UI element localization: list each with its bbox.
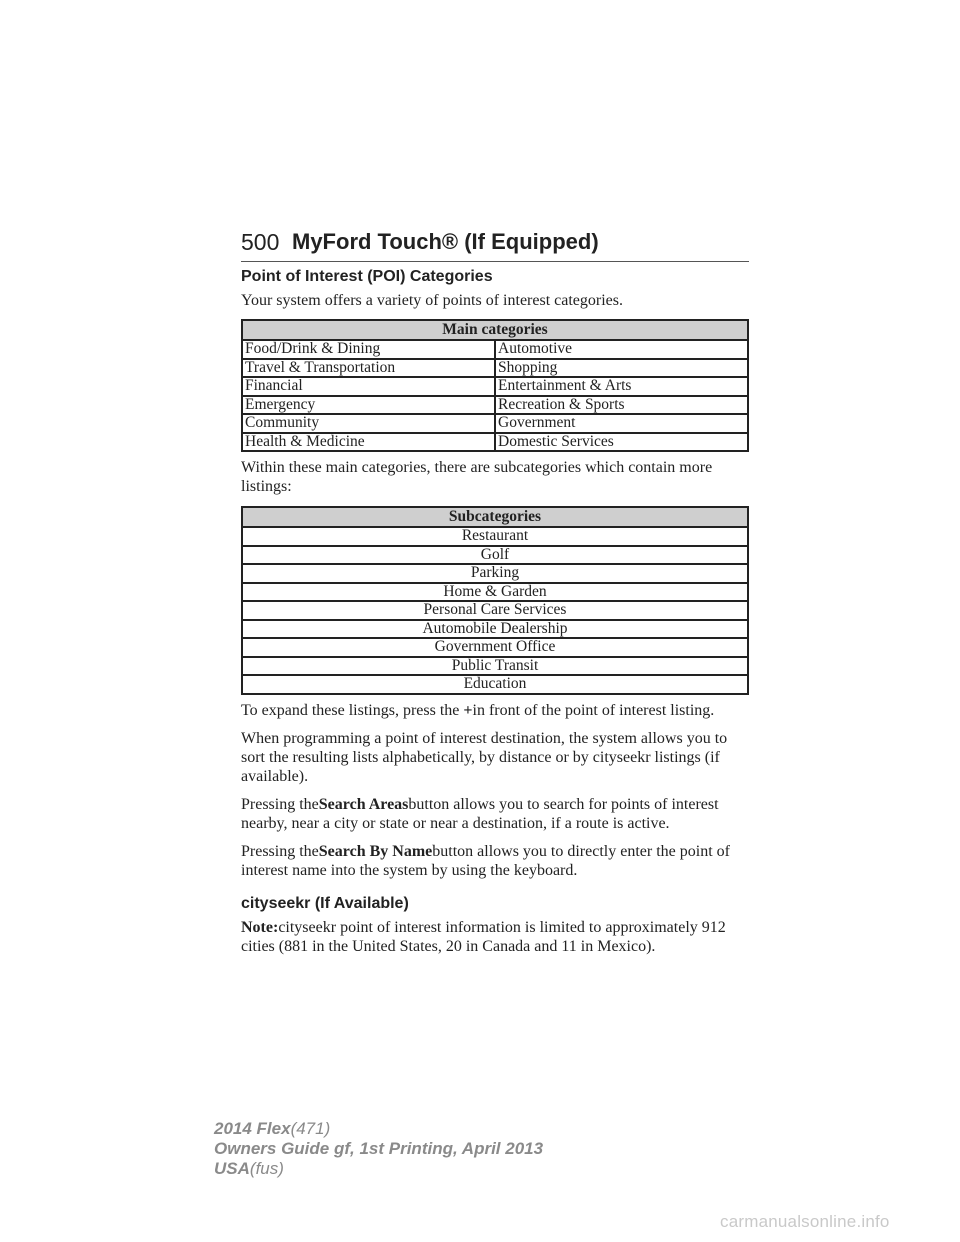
table-row xyxy=(242,359,748,378)
subcategories-header: Subcategories xyxy=(242,507,748,527)
table-cell: Education xyxy=(242,675,748,694)
watermark: carmanualsonline.info xyxy=(720,1212,890,1231)
table-row xyxy=(242,583,748,602)
document-footer xyxy=(214,1119,543,1179)
search-by-name-paragraph xyxy=(241,842,749,880)
table-row xyxy=(242,564,748,583)
text-span: Pressing the xyxy=(241,842,319,860)
footer-region: USA xyxy=(214,1159,250,1178)
table-cell: Parking xyxy=(242,564,748,583)
table-row xyxy=(242,638,748,657)
note-paragraph xyxy=(241,918,749,956)
note-label: Note: xyxy=(241,918,279,936)
table-row xyxy=(242,414,748,433)
text-span: To expand these listings, press the xyxy=(241,701,460,719)
table-row xyxy=(242,377,748,396)
table-cell: Food/Drink & Dining xyxy=(242,340,495,359)
subcategories-table xyxy=(241,506,749,695)
note-text: cityseekr point of interest information is limited to approximately 912 cities (881 in the United States, 20 in Canada and 11 in Mexico). xyxy=(241,918,726,955)
footer-line xyxy=(214,1119,543,1139)
table-row xyxy=(242,546,748,565)
table-cell: Shopping xyxy=(495,359,748,378)
poi-intro-paragraph: Your system offers a variety of points of interest categories. xyxy=(241,292,623,309)
table-cell: Government xyxy=(495,414,748,433)
plus-symbol: + xyxy=(463,701,473,719)
main-content xyxy=(241,268,749,965)
text-span: Pressing the xyxy=(241,795,319,813)
footer-code: (471) xyxy=(290,1119,331,1138)
text-span: button allows you to directly enter the point of interest name into the system by using the keyboard. xyxy=(241,842,730,879)
table-row xyxy=(242,601,748,620)
table-cell: Personal Care Services xyxy=(242,601,748,620)
table-cell: Home & Garden xyxy=(242,583,748,602)
footer-model: 2014 Flex xyxy=(214,1119,291,1138)
main-categories-table xyxy=(241,319,749,452)
table-cell: Travel & Transportation xyxy=(242,359,495,378)
table-cell: Entertainment & Arts xyxy=(495,377,748,396)
table-cell: Restaurant xyxy=(242,527,748,546)
cityseekr-heading: cityseekr (If Available) xyxy=(241,894,409,912)
subcategories-intro-paragraph: Within these main categories, there are subcategories which contain more listings: xyxy=(241,459,713,495)
table-row xyxy=(242,340,748,359)
search-areas-paragraph xyxy=(241,795,749,833)
table-cell: Domestic Services xyxy=(495,433,748,452)
table-cell: Golf xyxy=(242,546,748,565)
table-cell: Automotive xyxy=(495,340,748,359)
text-span: in front of the point of interest listing. xyxy=(472,701,715,719)
table-row xyxy=(242,527,748,546)
table-cell: Emergency xyxy=(242,396,495,415)
table-row xyxy=(242,657,748,676)
table-row xyxy=(242,433,748,452)
text-span: button allows you to search for points of interest nearby, near a city or state or near a destination, if a route is active. xyxy=(241,795,719,832)
table-row xyxy=(242,675,748,694)
table-cell: Financial xyxy=(242,377,495,396)
table-cell: Recreation & Sports xyxy=(495,396,748,415)
search-areas-label: Search Areas xyxy=(318,795,409,813)
table-cell: Government Office xyxy=(242,638,748,657)
table-row xyxy=(242,396,748,415)
table-cell: Health & Medicine xyxy=(242,433,495,452)
expand-listings-paragraph xyxy=(241,701,749,720)
poi-categories-heading: Point of Interest (POI) Categories xyxy=(241,268,493,285)
footer-printing: Owners Guide gf, 1st Printing, April 2013 xyxy=(214,1139,544,1158)
table-cell: Public Transit xyxy=(242,657,748,676)
sort-paragraph: When programming a point of interest destination, the system allows you to sort the resulting lists alphabetically, by distance or by cityseekr listings (if available). xyxy=(241,729,728,785)
page-header xyxy=(241,229,749,262)
table-cell: Automobile Dealership xyxy=(242,620,748,639)
chapter-title: MyFord Touch® (If Equipped) xyxy=(292,229,599,254)
table-row xyxy=(242,620,748,639)
page-number: 500 xyxy=(241,229,280,255)
main-categories-header: Main categories xyxy=(242,320,748,340)
footer-region-code: (fus) xyxy=(249,1159,284,1178)
table-cell: Community xyxy=(242,414,495,433)
search-by-name-label: Search By Name xyxy=(318,842,433,860)
footer-line xyxy=(214,1159,543,1179)
